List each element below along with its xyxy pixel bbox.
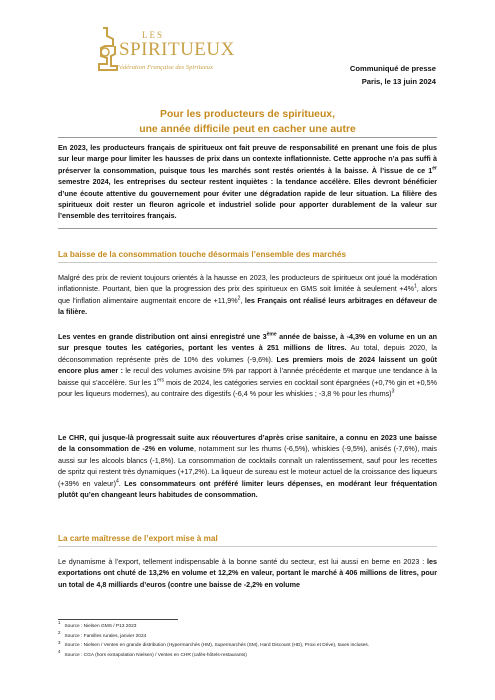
- title-line-2: une année difficile peut en cacher une autre: [139, 124, 356, 135]
- paragraph-prices: [58, 272, 437, 318]
- p2-text-1: Au total, depuis 2020, la déconsommation représente près de 10% des volumes (-9,6%).: [58, 343, 437, 364]
- footnote-number: 1: [58, 620, 61, 626]
- footnote-ref-3: 3: [391, 388, 395, 395]
- footnote-text: Source : Nielsen / Ventes en grande distribution (Hypermarchés (HM), Supermarchés (SM), Hard Discount (HD), Proxi et Drive), taxes incluses.: [64, 643, 370, 649]
- intro-year: En 2023: [58, 143, 86, 152]
- intro-text-2: , les entreprises du secteur restent inquiètes : la tendance accélère. Elles devront bénéficier d’une écoute attentive du gouvernement pour éviter une dégradation rapide de leur situation. La filière des spiritueux doit rester un fleuron agricole et industriel solide pour apporter durablement de la valeur sur l’ensemble des territoires français.: [58, 177, 437, 221]
- section-heading-consumption: La baisse de la consommation touche désormais l’ensemble des marchés: [58, 250, 437, 263]
- p1-text-2: , alors que l’inflation alimentaire augmentait encore de +11,9%: [58, 284, 438, 305]
- p1-text-1: Malgré des prix de revient toujours orientés à la hausse en 2023, les producteurs de spiritueux ont joué la modération inflationniste. Pourtant, bien que la progression des prix des spiritueux en GMS soit limitée à seulement +4%: [58, 273, 437, 294]
- footnote-1: [58, 622, 438, 632]
- footnote-text: Source : Familles rurales, janvier 2024: [64, 633, 147, 639]
- footnote-ref-1: 1: [413, 284, 417, 291]
- p2-bold-3: Les premiers mois de 2024 laissent un goût encore plus amer :: [58, 354, 437, 376]
- title-line-1: Pour les producteurs de spiritueux,: [160, 109, 335, 120]
- logo-federation: Fédération Française des Spiritueux: [116, 64, 213, 71]
- press-kind: Communiqué de presse: [349, 64, 436, 73]
- logo: [95, 26, 235, 76]
- logo-wordmark: SPIRITUEUX: [119, 39, 235, 60]
- p2-bold-2: année de baisse, à -4,3% en volume en un an sur presque toutes les catégories, portant les ventes à 251 millions de litres.: [58, 332, 437, 353]
- press-date: Paris, le 13 juin 2024: [361, 77, 436, 86]
- p3-text-2: .: [118, 478, 125, 488]
- intro-text-1: , les producteurs français de spiritueux ont fait preuve de responsabilité en prenant une fois de plus sur leur marge pour limiter les hausses de prix dans un contexte inflationniste. Cette approche n’a pas suffi à préserver la consommation, puisque tous les marchés sont restés orientés à la baisse. À l’issue de ce 1: [58, 143, 437, 175]
- p2-text-3: mois de 2024, les catégories servies en cocktail sont épargnées (+0,7% gin et +0,5% pour les liqueurs modernes), au contraire des digestifs (-6,4 % pour les whiskies ; -3,8 % pour les rhums): [58, 377, 438, 399]
- p3-bold-1: Le CHR: [58, 433, 85, 442]
- paragraph-export: [58, 556, 437, 590]
- footnote-text: Source : CGA (hors extrapolation Nielsen) / Ventes en CHR (cafés-hôtels-restaurants): [64, 652, 247, 658]
- intro-sup: er: [432, 165, 437, 172]
- footnote-3: [58, 641, 438, 651]
- logo-les: LES: [142, 30, 165, 40]
- p2-bold-1: Les ventes en grande distribution ont ainsi enregistré une 3: [58, 332, 267, 341]
- p3-text-1: , notamment sur les rhums (-6,5%), whiskies (-9,5%), anisés (-7,6%), mais aussi sur les alcools blancs (-1,8%). La consommation de cocktails connaît un ralentissement, sauf pour les recettes de spritz qui restent très dynamiques (+17,2%). La liqueur de sureau est le moteur actuel de la croissance des liqueurs (+39% en valeur): [58, 444, 438, 488]
- intro-paragraph: [58, 142, 437, 222]
- footnote-number: 4: [58, 649, 61, 655]
- footnote-divider: [58, 619, 178, 620]
- p1-text-3: ,: [240, 295, 245, 305]
- p3-bold-2: , qui jusque-là progressait suite aux réouvertures d’après crise sanitaire, a connu en 2023 une baisse de la consommation de -2% en volume: [58, 433, 437, 454]
- p2-text-2: le recul des volumes avoisine 5% par rapport à l’année précédente et marque une tendance à la baisse qui s’accélère. Sur les 1: [58, 366, 437, 387]
- intro-box: [58, 137, 437, 229]
- p1-bold: les Français ont réalisé leurs arbitrages en défaveur de la filière.: [58, 295, 437, 317]
- page-title: [0, 107, 495, 137]
- intro-semester: semestre 2024: [58, 177, 109, 187]
- footnote-ref-4: 4: [115, 478, 119, 485]
- p3-bold-3: Les consommateurs ont préféré limiter leurs dépenses, en modérant leur fréquentation plutôt qu’en changeant leurs habitudes de consommation.: [58, 478, 437, 500]
- section-heading-export: La carte maîtresse de l’export mise à mal: [58, 534, 437, 547]
- paragraph-chr: [58, 432, 437, 500]
- press-header: [350, 62, 436, 88]
- p2-sup-1: ème: [266, 331, 277, 338]
- p4-text-1: Le dynamisme à l’export, tellement indispensable à la bonne santé du secteur, est lui aussi en berne en 2023 :: [58, 557, 427, 566]
- p2-sup-2: ers: [157, 377, 165, 384]
- p4-bold: les exportations ont chuté de 13,2% en volume et 12,2% en valeur, portant le marché à 406 millions de litres, pour un total de 4,8 milliards d’euros (contre une baisse de -2,2% en volume: [58, 557, 437, 589]
- footnote-ref-2: 2: [237, 295, 241, 302]
- footnote-4: [58, 651, 438, 661]
- footnote-text: Source : Nielsen GMS / P13 2023: [64, 624, 137, 629]
- footnotes: [58, 622, 438, 660]
- footnote-number: 2: [58, 630, 61, 635]
- paragraph-gms: [58, 331, 437, 399]
- footnote-2: [58, 632, 438, 642]
- footnote-number: 3: [58, 639, 61, 645]
